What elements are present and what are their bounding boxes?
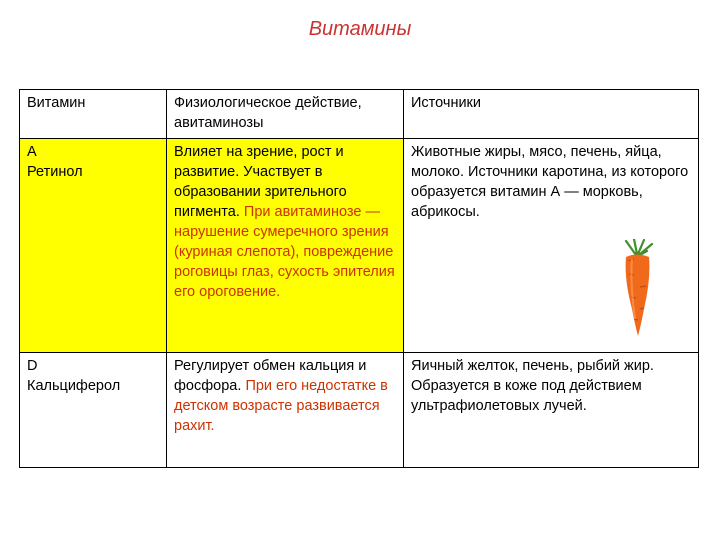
vitamins-table <box>19 89 699 468</box>
sources-text: Животные жиры, мясо, печень, яйца, молоко. Источники каротина, из которого образуется витамин А — морковь, абрикосы. <box>411 144 689 220</box>
sources-cell <box>404 139 699 353</box>
sources-text: Яичный желток, печень, рыбий жир. Образуется в коже под действием ультрафиолетовых лучей. <box>411 358 654 414</box>
table-row-vitamin-a <box>20 139 699 353</box>
vitamin-cell <box>20 139 167 353</box>
effect-deficiency: При его недостатке в детском возрасте развивается рахит. <box>174 378 388 434</box>
table-header-row <box>20 90 699 139</box>
effect-cell <box>167 139 404 353</box>
vitamin-letter: А <box>27 144 37 160</box>
sources-cell <box>404 353 699 468</box>
vitamin-letter: D <box>27 358 38 374</box>
slide-title: Витамины <box>308 18 412 40</box>
vitamin-name: Ретинол <box>27 164 83 180</box>
effect-deficiency: При авитаминозе — нарушение сумеречного зрения (куриная слепота), повреждение роговицы глаз, сухость эпителия его ороговение. <box>174 204 395 300</box>
table-row-vitamin-d <box>20 353 699 468</box>
carrot-icon <box>614 239 660 337</box>
effect-cell <box>167 353 404 468</box>
header-vitamin: Витамин <box>20 90 167 139</box>
vitamin-cell <box>20 353 167 468</box>
effect-main: Регулирует обмен кальция и фосфора. <box>174 358 367 394</box>
vitamin-name: Кальциферол <box>27 378 121 394</box>
header-effect: Физиологическое действие, авитаминозы <box>167 90 404 139</box>
header-sources: Источники <box>404 90 699 139</box>
effect-main: Влияет на зрение, рост и развитие. Участвует в образовании зрительного пигмента. <box>174 144 347 220</box>
